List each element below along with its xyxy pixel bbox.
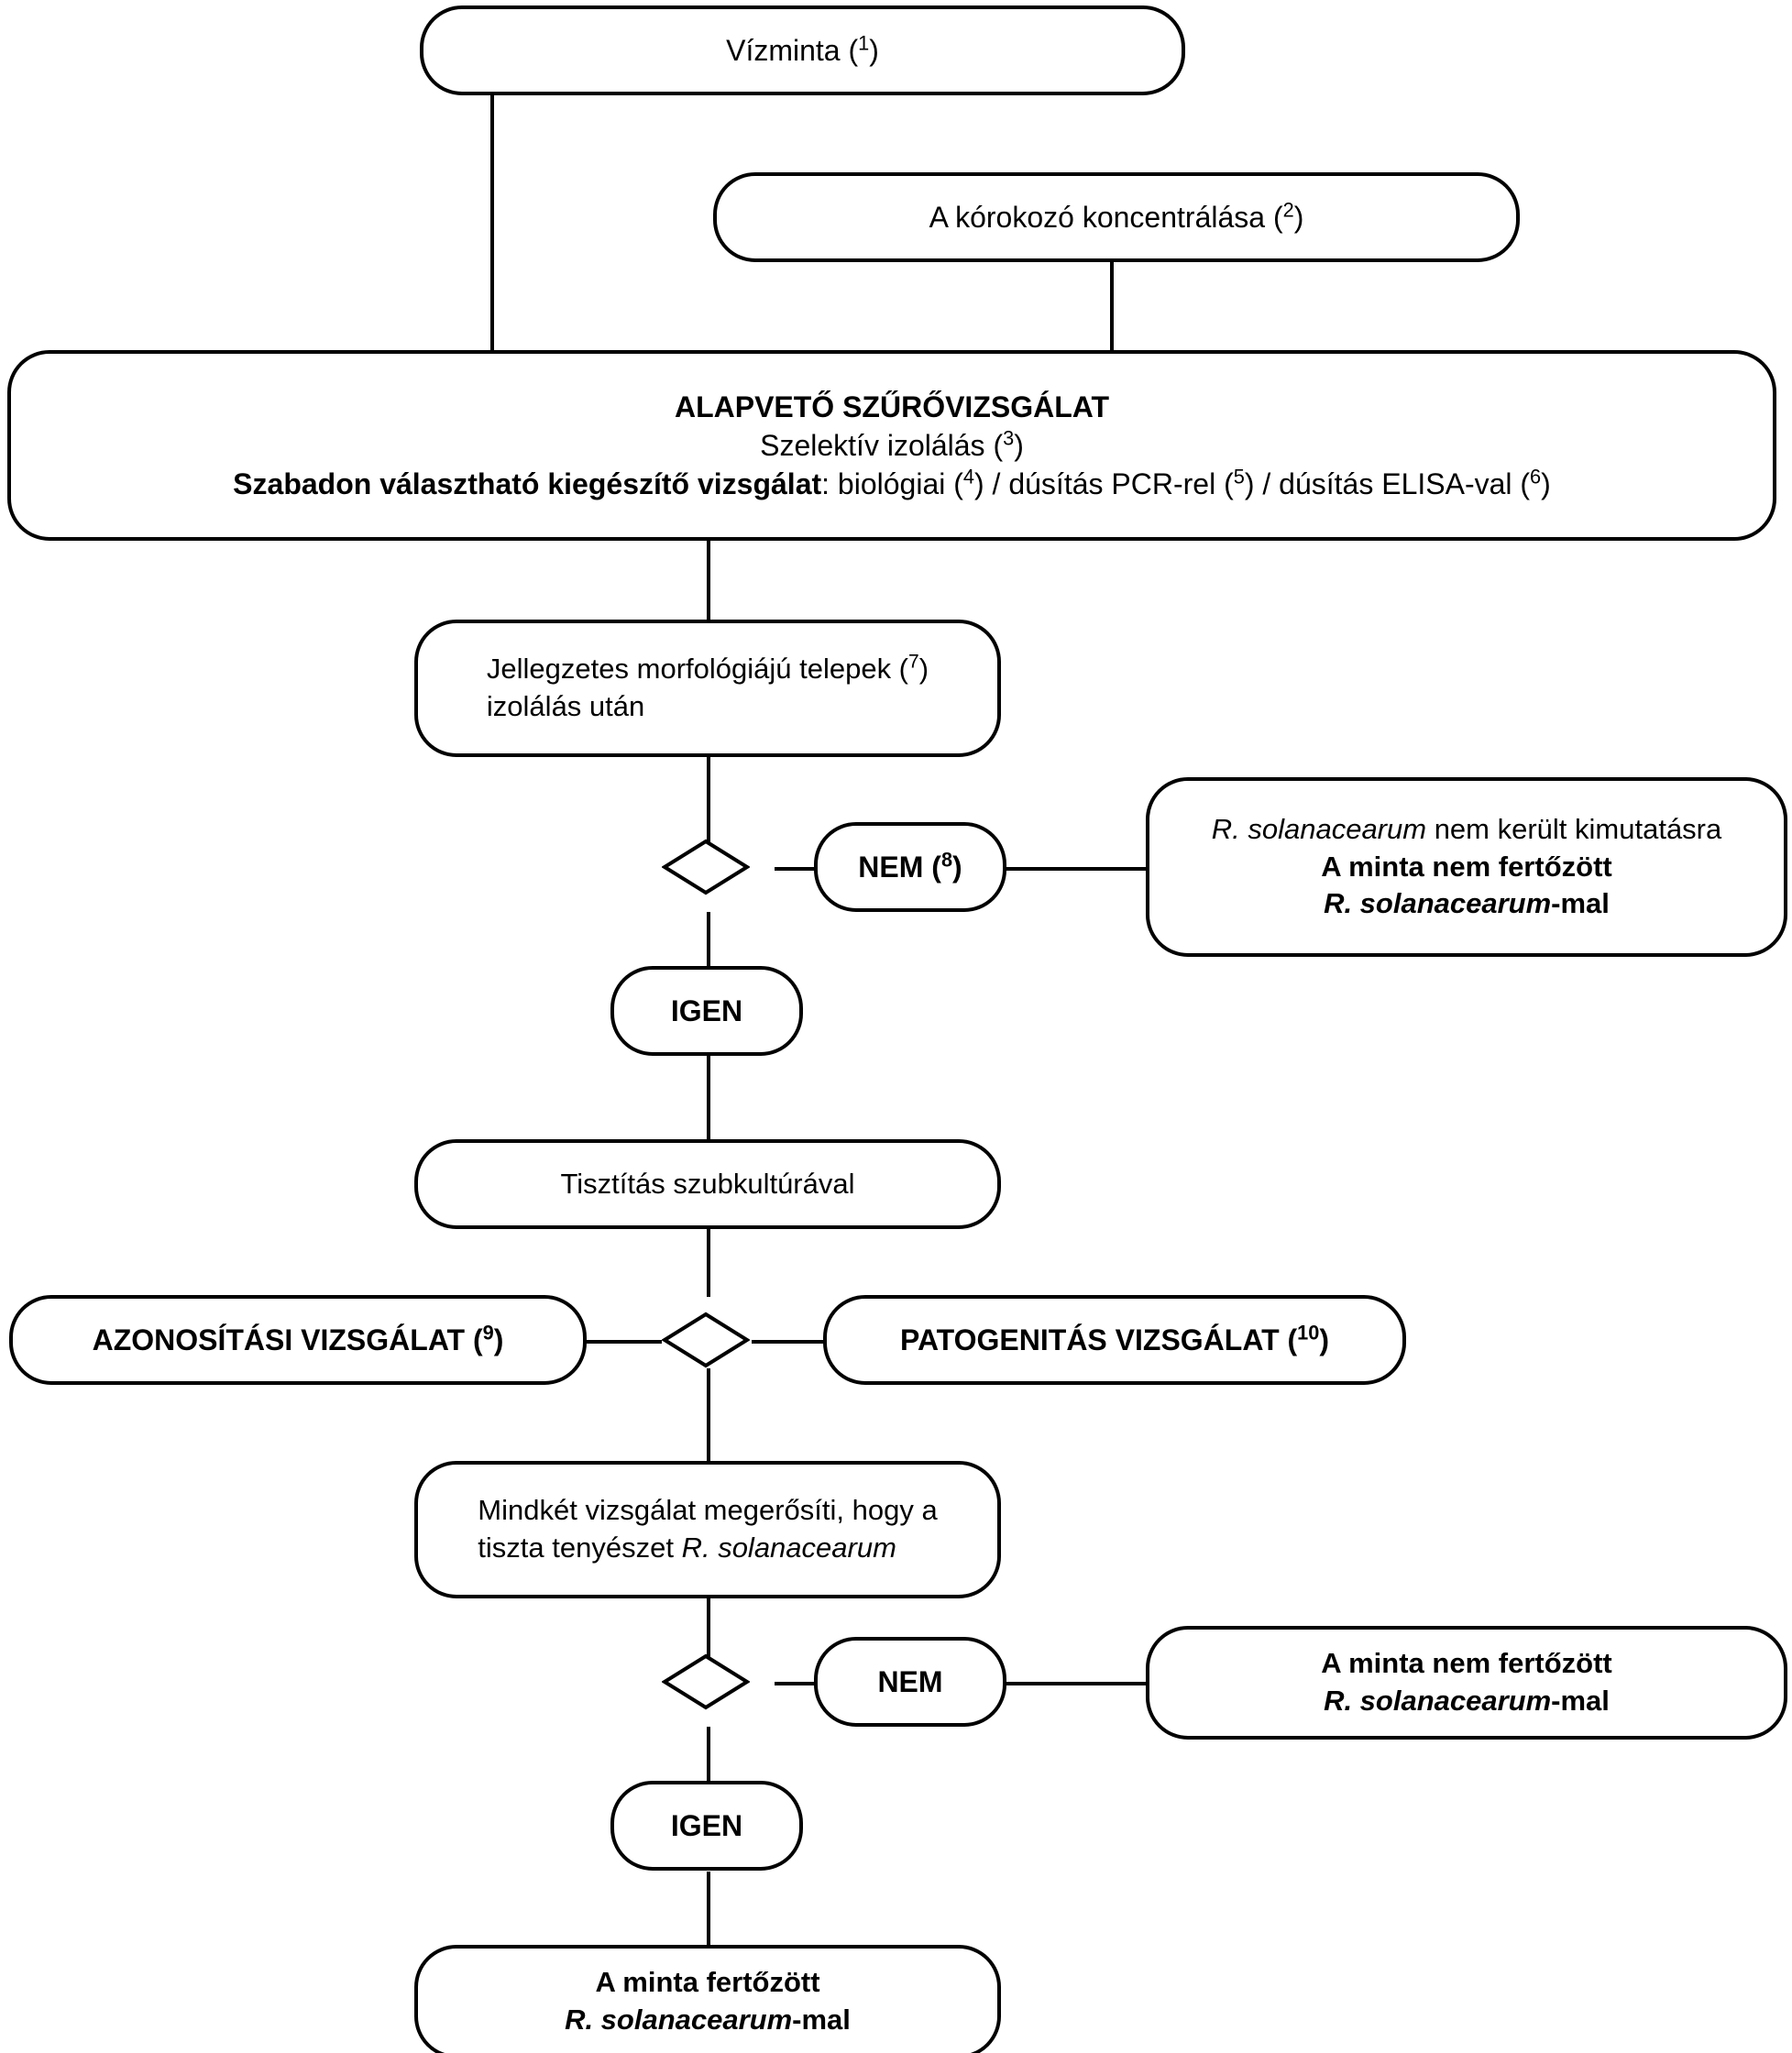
node-not-infected-line2: R. solanacearum-mal: [1324, 1685, 1610, 1717]
node-typical-colonies-line1: Jellegzetes morfológiájú telepek ($^7$): [486, 651, 929, 686]
connector-decision2-to-bothconfirm: [707, 1368, 710, 1469]
node-not-detected-line2: A minta nem fertőzött: [1321, 850, 1612, 883]
node-both-tests-confirm-line1: Mindkét vizsgálat megerősíti, hogy a: [478, 1494, 938, 1527]
node-pathogen-concentration: [713, 172, 1520, 262]
node-basic-screening-test: [7, 350, 1776, 541]
node-both-tests-confirm: [414, 1461, 1001, 1598]
node-pathogenicity-test: [823, 1295, 1406, 1385]
connector-nem-to-notdetected: [1004, 867, 1150, 871]
decision-diamond-3: [662, 1653, 750, 1710]
connector-igen-to-purification: [707, 1056, 710, 1147]
node-typical-colonies-line2: izolálás után: [486, 690, 645, 722]
node-no-2-label: NEM: [877, 1664, 943, 1698]
footnote-marker-1: 1: [858, 31, 870, 55]
node-no-1-label: NEM ($^8$): [858, 848, 962, 884]
node-not-detected-line1: R. solanacearum nem került kimutatásra: [1211, 812, 1722, 845]
connector-decision2-to-identification: [587, 1340, 662, 1344]
decision-diamond-1: [662, 839, 750, 895]
node-basic-screening-optional-label: Szabadon választható kiegészítő vizsgálat: [233, 467, 822, 501]
footnote-marker-4: 4: [962, 465, 974, 489]
species-name: R. solanacearum: [1211, 812, 1427, 845]
node-infected-result: [414, 1945, 1001, 2053]
footnote-marker-10: 10: [1297, 1321, 1320, 1345]
node-infected-line1: A minta fertőzött: [595, 1966, 820, 1999]
node-purification: [414, 1139, 1001, 1229]
node-pathogen-concentration-label: A kórokozó koncentrálása ($^2$): [929, 198, 1304, 234]
node-yes-1: [610, 966, 803, 1056]
connector-decision1-to-igen: [707, 912, 710, 969]
node-no-2: [814, 1637, 1006, 1727]
connector-decision1-to-nem: [775, 867, 816, 871]
species-name: R. solanacearum: [1324, 887, 1552, 920]
connector-sample-to-screening: [490, 92, 494, 352]
connector-concentration-to-screening: [1110, 260, 1114, 352]
node-not-infected-line1: A minta nem fertőzött: [1321, 1647, 1612, 1680]
node-both-tests-confirm-line2: tiszta tenyészet R. solanacearum: [478, 1532, 896, 1564]
footnote-marker-3: 3: [1003, 426, 1015, 450]
node-yes-1-label: IGEN: [670, 994, 743, 1027]
node-pathogenicity-test-label: PATOGENITÁS VIZSGÁLAT ($^{10}$): [899, 1321, 1330, 1356]
node-not-detected-result: [1146, 777, 1787, 957]
node-no-1: [814, 822, 1006, 912]
node-typical-colonies: [414, 620, 1001, 757]
species-name: R. solanacearum: [565, 2004, 793, 2036]
node-water-sample-label: Vízminta ($^1$): [726, 31, 879, 67]
node-purification-label: Tisztítás szubkultúrával: [560, 1167, 855, 1200]
connector-decision2-to-pathogenicity: [752, 1340, 825, 1344]
species-name: R. solanacearum: [1324, 1685, 1552, 1717]
node-basic-screening-optional-rest: : biológiai ($^4$) / dúsítás PCR-rel ($^5$) / dúsítás ELISA-val ($^6$): [821, 465, 1551, 501]
decision-diamond-2: [662, 1312, 750, 1368]
footnote-marker-9: 9: [482, 1321, 494, 1345]
footnote-marker-5: 5: [1233, 465, 1245, 489]
node-basic-screening-line3: [233, 465, 1551, 503]
footnote-marker-6: 6: [1530, 465, 1542, 489]
connector-screening-to-colonies: [707, 540, 710, 622]
node-infected-line2: R. solanacearum-mal: [565, 2004, 851, 2036]
connector-purification-to-decision2: [707, 1224, 710, 1297]
connector-spacer: [490, 223, 494, 226]
node-basic-screening-title: ALAPVETŐ SZŰRŐVIZSGÁLAT: [674, 390, 1110, 423]
connector-nem2-to-notinfected: [1004, 1682, 1150, 1685]
node-yes-2: [610, 1781, 803, 1871]
connector-decision3-to-nem2: [775, 1682, 816, 1685]
node-not-infected-result: [1146, 1626, 1787, 1740]
footnote-marker-8: 8: [940, 848, 953, 872]
species-name: R. solanacearum: [681, 1532, 896, 1564]
footnote-marker-7: 7: [908, 651, 919, 673]
node-identification-test-label: AZONOSÍTÁSI VIZSGÁLAT ($^9$): [92, 1321, 504, 1356]
node-yes-2-label: IGEN: [670, 1808, 743, 1842]
node-basic-screening-line2: Szelektív izolálás ($^3$): [760, 426, 1024, 462]
connector-decision3-to-igen2: [707, 1727, 710, 1784]
node-not-detected-line3: R. solanacearum-mal: [1324, 887, 1610, 920]
node-identification-test: [9, 1295, 587, 1385]
footnote-marker-2: 2: [1282, 198, 1294, 222]
node-water-sample: [420, 5, 1185, 95]
